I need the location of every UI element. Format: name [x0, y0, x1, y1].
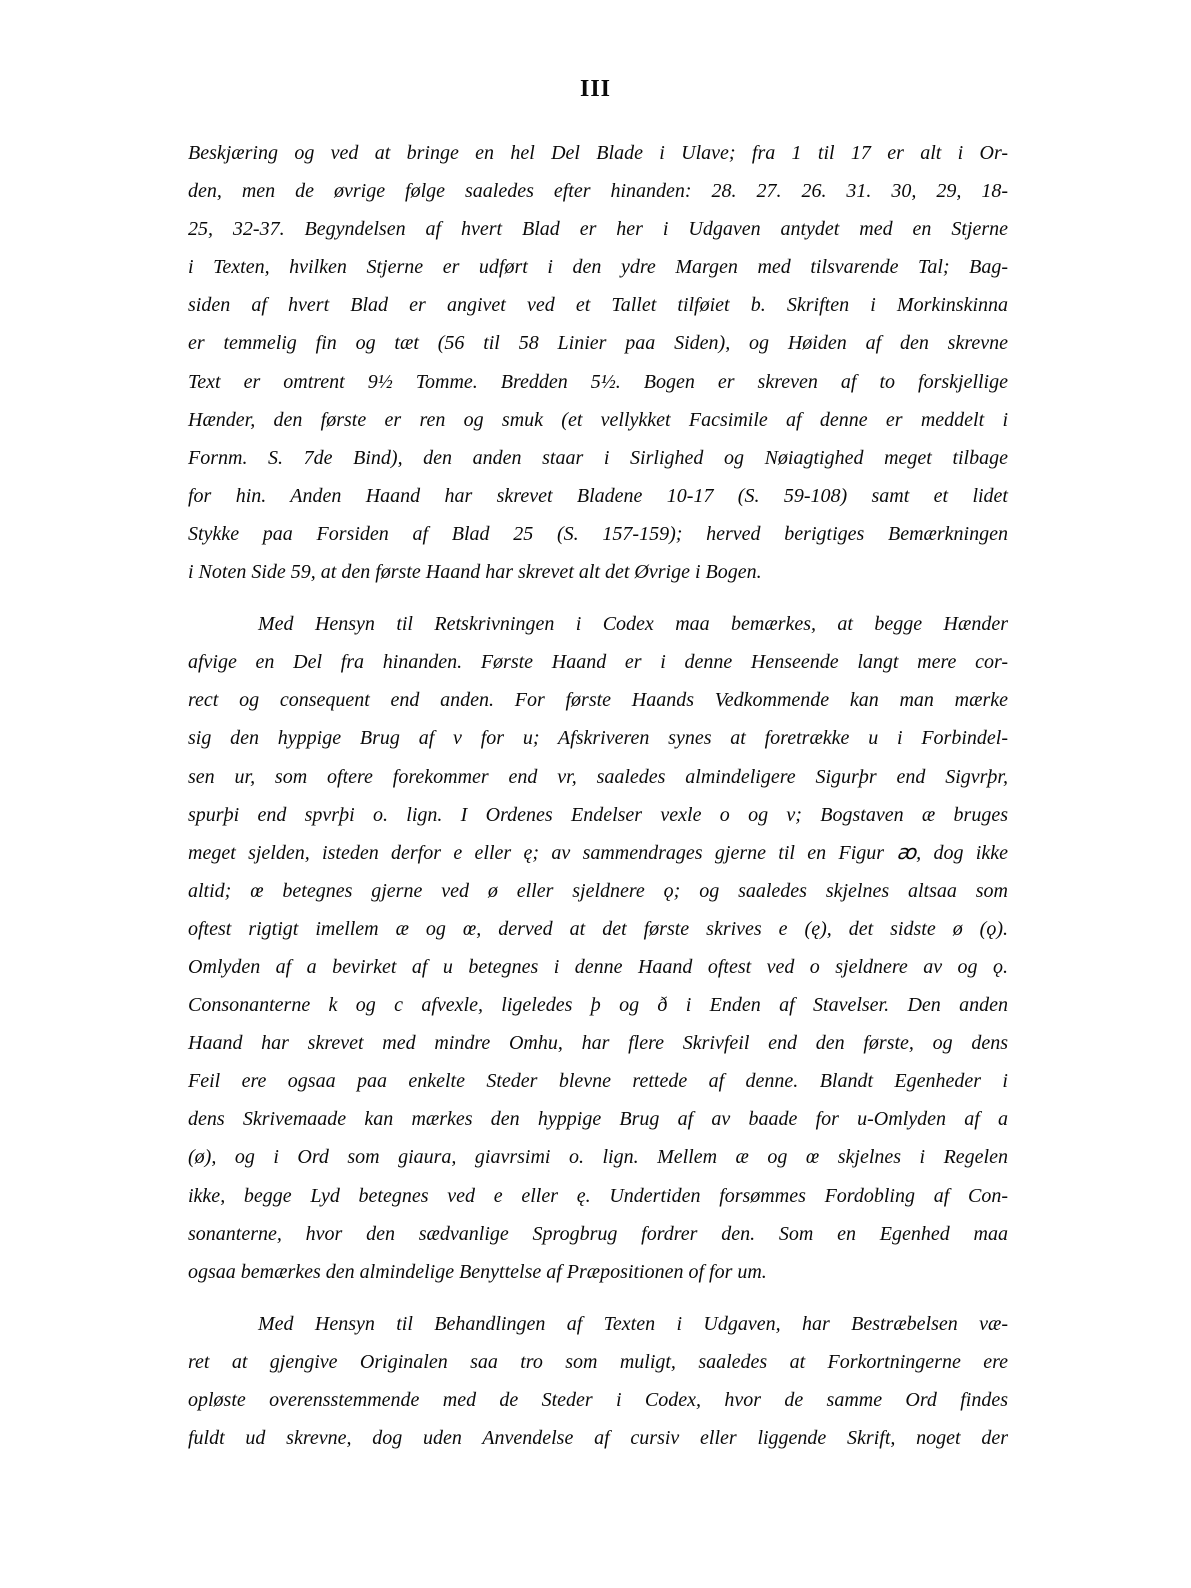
text-line: altid; œ betegnes gjerne ved ø eller sjeldnere ǫ; og saaledes skjelnes altsaa som [188, 879, 1008, 902]
text-line: Consonanterne k og c afvexle, ligeledes þ og ð i Enden af Stavelser. Den anden [188, 994, 1008, 1017]
text-line: siden af hvert Blad er angivet ved et Tallet tilføiet b. Skriften i Morkinskinna [188, 294, 1008, 317]
paragraph-gap [188, 591, 1008, 605]
text-line: rect og consequent end anden. For første Haands Vedkommende kan man mærke [188, 689, 1008, 712]
text-line: ogsaa bemærkes den almindelige Benyttelse af Præpositionen of for um. [188, 1260, 767, 1283]
text-line: for hin. Anden Haand har skrevet Bladene 10-17 (S. 59-108) samt et lidet [188, 484, 1008, 507]
text-line: ikke, begge Lyd betegnes ved e eller ę. Undertiden forsømmes Fordobling af Con- [188, 1184, 1008, 1207]
text-line: Haand har skrevet med mindre Omhu, har flere Skrivfeil end den første, og dens [188, 1032, 1008, 1055]
paragraph-1 [188, 134, 1008, 591]
text-line: Med Hensyn til Retskrivningen i Codex maa bemærkes, at begge Hænder [258, 613, 1008, 636]
text-line: Med Hensyn til Behandlingen af Texten i Udgaven, har Bestræbelsen væ- [258, 1312, 1008, 1335]
text-line: Hænder, den første er ren og smuk (et vellykket Facsimile af denne er meddelt i [188, 408, 1008, 431]
text-line: ret at gjengive Originalen saa tro som muligt, saaledes at Forkortningerne ere [188, 1350, 1008, 1373]
text-line: fuldt ud skrevne, dog uden Anvendelse af cursiv eller liggende Skrift, noget der [188, 1427, 1008, 1450]
body-text [188, 134, 1008, 1457]
text-line: sonanterne, hvor den sædvanlige Sprogbrug fordrer den. Som en Egenhed maa [188, 1222, 1008, 1245]
text-line: spurþi end spvrþi o. lign. I Ordenes Endelser vexle o og v; Bogstaven æ bruges [188, 803, 1008, 826]
text-line: 25, 32-37. Begyndelsen af hvert Blad er her i Udgaven antydet med en Stjerne [188, 218, 1008, 241]
text-line: afvige en Del fra hinanden. Første Haand er i denne Henseende langt mere cor- [188, 651, 1008, 674]
paragraph-3 [188, 1305, 1008, 1457]
text-line: Fornm. S. 7de Bind), den anden staar i Sirlighed og Nøiagtighed meget tilbage [188, 446, 1008, 469]
paragraph-gap [188, 1291, 1008, 1305]
page-number: III [579, 76, 612, 102]
text-line: i Noten Side 59, at den første Haand har skrevet alt det Øvrige i Bogen. [188, 561, 762, 584]
text-line: Omlyden af a bevirket af u betegnes i denne Haand oftest ved o sjeldnere av og ǫ. [188, 955, 1008, 978]
text-line: oftest rigtigt imellem æ og œ, derved at det første skrives e (ę), det sidste ø (ǫ). [188, 917, 1008, 940]
text-line: (ø), og i Ord som giaura, giavrsimi o. lign. Mellem æ og œ skjelnes i Regelen [188, 1146, 1008, 1169]
text-line: den, men de øvrige følge saaledes efter hinanden: 28. 27. 26. 31. 30, 29, 18- [188, 180, 1008, 203]
text-line: Text er omtrent 9½ Tomme. Bredden 5½. Bogen er skreven af to forskjellige [188, 370, 1008, 393]
text-line: er temmelig fin og tæt (56 til 58 Linier paa Siden), og Høiden af den skrevne [188, 332, 1008, 355]
text-line: sig den hyppige Brug af v for u; Afskriveren synes at foretrække u i Forbindel- [188, 727, 1008, 750]
text-line: sen ur, som oftere forekommer end vr, saaledes almindeligere Sigurþr end Sigvrþr, [188, 765, 1008, 788]
text-line: meget sjelden, isteden derfor e eller ę; av sammendrages gjerne til en Figur ꜵ, dog ikke [188, 841, 1008, 864]
text-line: Beskjæring og ved at bringe en hel Del Blade i Ulave; fra 1 til 17 er alt i Or- [188, 142, 1008, 164]
text-line: Stykke paa Forsiden af Blad 25 (S. 157-159); herved berigtiges Bemærkningen [188, 522, 1008, 545]
paragraph-2 [188, 605, 1008, 1291]
text-line: i Texten, hvilken Stjerne er udført i den ydre Margen med tilsvarende Tal; Bag- [188, 256, 1008, 279]
text-line: dens Skrivemaade kan mærkes den hyppige Brug af av baade for u-Omlyden af a [188, 1108, 1008, 1131]
text-line: Feil ere ogsaa paa enkelte Steder blevne rettede af denne. Blandt Egenheder i [188, 1070, 1008, 1093]
text-line: opløste overensstemmende med de Steder i Codex, hvor de samme Ord findes [188, 1389, 1008, 1411]
